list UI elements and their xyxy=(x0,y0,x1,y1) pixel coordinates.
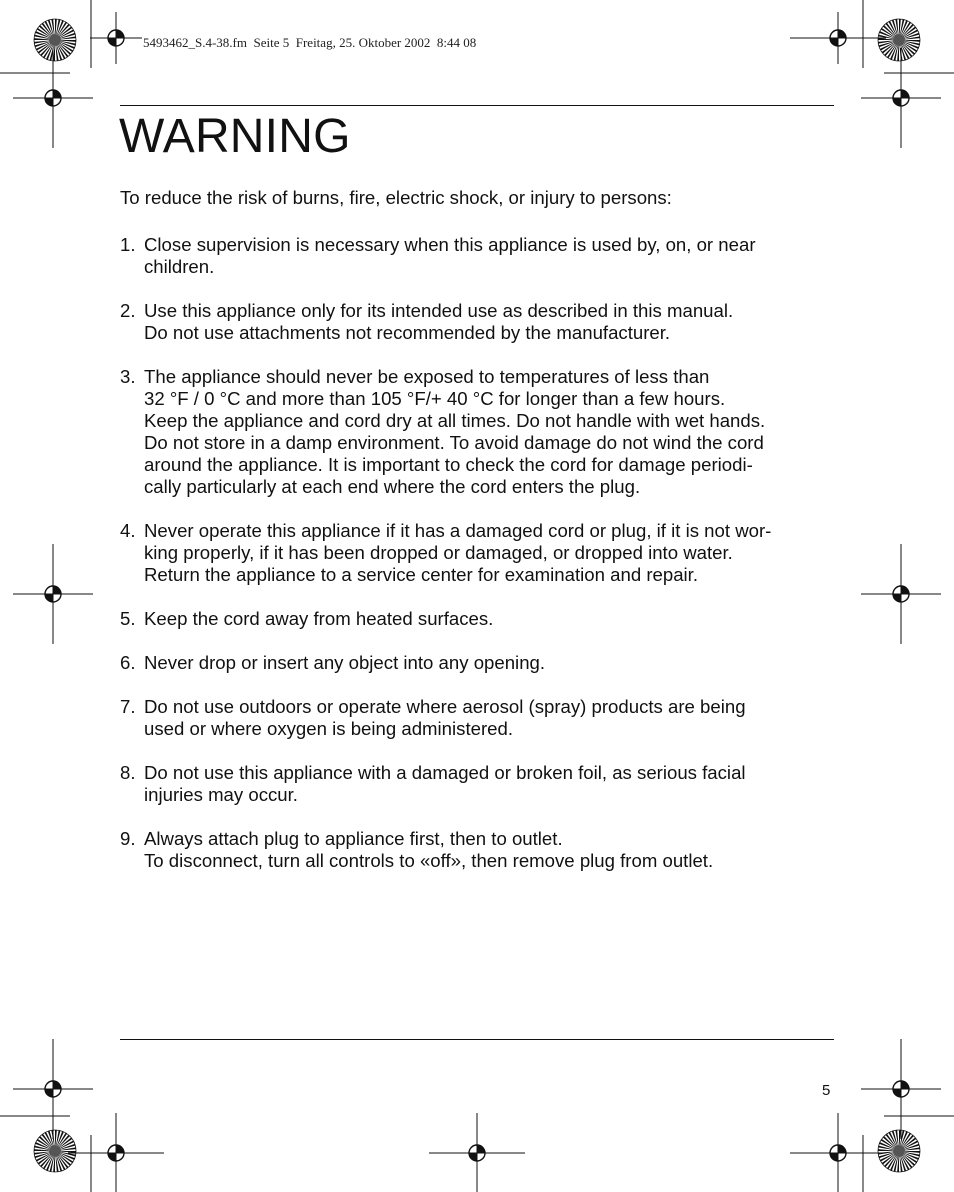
intro-text: To reduce the risk of burns, fire, electric shock, or injury to persons: xyxy=(120,187,672,208)
item-text-line: Do not use outdoors or operate where aerosol (spray) products are being xyxy=(144,696,746,717)
item-number: 6. xyxy=(120,652,136,673)
crosshair-icon xyxy=(790,12,886,64)
starburst-icon xyxy=(34,1130,76,1172)
warning-item xyxy=(120,520,836,586)
warning-item xyxy=(120,608,836,630)
warning-item xyxy=(120,828,836,872)
item-number: 4. xyxy=(120,520,136,541)
item-text-line: Never drop or insert any object into any opening. xyxy=(144,652,546,673)
item-number: 8. xyxy=(120,762,136,783)
item-text-line: Return the appliance to a service center for examination and repair. xyxy=(144,564,698,585)
item-text-line: cally particularly at each end where the cord enters the plug. xyxy=(144,476,641,497)
page-number: 5 xyxy=(822,1082,831,1099)
item-text-line: injuries may occur. xyxy=(144,784,298,805)
item-text-line: Do not use this appliance with a damaged or broken foil, as serious facial xyxy=(144,762,746,783)
crosshair-icon xyxy=(68,1113,164,1192)
item-text-line: used or where oxygen is being administered. xyxy=(144,718,513,739)
item-text-line: Keep the appliance and cord dry at all times. Do not handle with wet hands. xyxy=(144,410,766,431)
warning-item xyxy=(120,762,836,806)
item-text-line: Do not store in a damp environment. To avoid damage do not wind the cord xyxy=(144,432,764,453)
warning-item xyxy=(120,234,836,278)
crosshair-icon xyxy=(13,1039,93,1139)
item-number: 9. xyxy=(120,828,136,849)
item-number: 7. xyxy=(120,696,136,717)
bottom-rule xyxy=(120,1039,834,1040)
crosshair-icon xyxy=(861,48,941,148)
crosshair-icon xyxy=(861,544,941,644)
item-text-line: Never operate this appliance if it has a damaged cord or plug, if it is not wor- xyxy=(144,520,772,541)
item-number: 3. xyxy=(120,366,136,387)
warning-item xyxy=(120,696,836,740)
warning-list xyxy=(120,234,836,894)
item-text-line: 32 °F / 0 °C and more than 105 °F/+ 40 °C for longer than a few hours. xyxy=(144,388,726,409)
item-text-line: The appliance should never be exposed to temperatures of less than xyxy=(144,366,710,387)
crosshair-icon xyxy=(90,12,142,64)
item-number: 5. xyxy=(120,608,136,629)
warning-item xyxy=(120,652,836,674)
crosshair-icon xyxy=(429,1113,525,1192)
item-text-line: To disconnect, turn all controls to «off», then remove plug from outlet. xyxy=(144,850,714,871)
item-text-line: Keep the cord away from heated surfaces. xyxy=(144,608,494,629)
crosshair-icon xyxy=(861,1039,941,1139)
top-rule xyxy=(120,105,834,106)
item-text-line: children. xyxy=(144,256,215,277)
starburst-icon xyxy=(878,19,920,61)
warning-item xyxy=(120,366,836,498)
starburst-icon xyxy=(878,1130,920,1172)
crosshair-icon xyxy=(790,1113,886,1192)
item-text-line: king properly, if it has been dropped or damaged, or dropped into water. xyxy=(144,542,733,563)
warning-item xyxy=(120,300,836,344)
starburst-icon xyxy=(34,19,76,61)
crosshair-icon xyxy=(13,544,93,644)
page-title: WARNING xyxy=(119,110,351,163)
item-text-line: Close supervision is necessary when this appliance is used by, on, or near xyxy=(144,234,756,255)
item-text-line: Always attach plug to appliance first, then to outlet. xyxy=(144,828,563,849)
item-text-line: around the appliance. It is important to check the cord for damage periodi- xyxy=(144,454,753,475)
print-slug: 5493462_S.4-38.fm Seite 5 Freitag, 25. Oktober 2002 8:44 08 xyxy=(143,35,477,50)
item-text-line: Use this appliance only for its intended use as described in this manual. xyxy=(144,300,734,321)
item-text-line: Do not use attachments not recommended by the manufacturer. xyxy=(144,322,671,343)
item-number: 2. xyxy=(120,300,136,321)
crosshair-icon xyxy=(13,48,93,148)
item-number: 1. xyxy=(120,234,136,255)
